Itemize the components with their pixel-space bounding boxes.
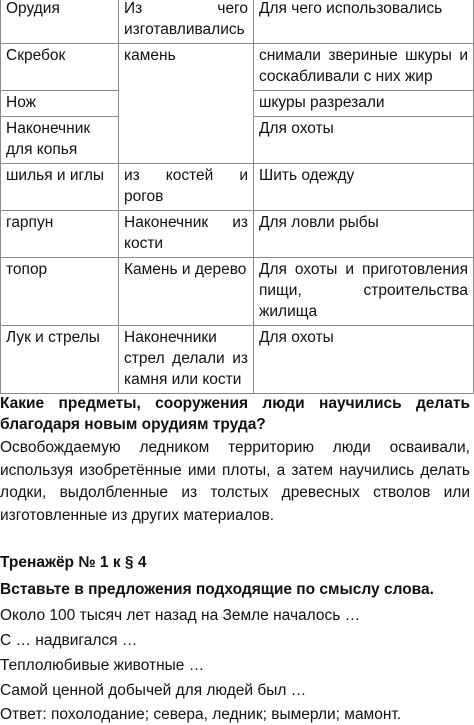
cell-material: из костей и рогов: [119, 164, 254, 211]
question-answer: Освобождаемую ледником территорию люди осваивали, используя изобретённые ими плоты, а затем научились делать лодки, выдолбленные из толстых древесных стволов или изготовленные из других материалов.: [0, 439, 470, 524]
cell-tool: гарпун: [1, 211, 119, 258]
sentence-line: Самой ценной добычей для людей был …: [0, 682, 307, 699]
trainer-title: Тренажёр № 1 к § 4: [0, 554, 147, 571]
trainer-answer: Ответ: похолодание; севера, ледник; вымерли; мамонт.: [0, 706, 402, 723]
question-title: Какие предметы, сооружения люди научились делать благодаря новым орудиям труда?: [0, 395, 470, 433]
cell-use: шкуры разрезали: [254, 91, 474, 117]
table-header-row: [1, 0, 474, 44]
trainer-task: Вставьте в предложения подходящие по смыслу слова.: [0, 581, 434, 598]
table-row: [1, 44, 474, 91]
table-row: [1, 258, 474, 326]
cell-material: камень: [119, 44, 254, 164]
cell-tool: Лук и стрелы: [1, 326, 119, 394]
cell-tool: Скребок: [1, 44, 119, 91]
cell-use: Шить одежду: [254, 164, 474, 211]
sentence-line: Около 100 тысяч лет назад на Земле началось …: [0, 607, 361, 624]
table-row: [1, 326, 474, 394]
cell-use: Для охоты и приготовления пищи, строительства жилища: [254, 258, 474, 326]
cell-tool: топор: [1, 258, 119, 326]
header-tools: Орудия: [1, 0, 119, 44]
cell-use: Для ловли рыбы: [254, 211, 474, 258]
cell-material: Камень и дерево: [119, 258, 254, 326]
cell-tool: Наконечник для копья: [1, 117, 119, 164]
cell-material: Наконечник из кости: [119, 211, 254, 258]
cell-use: Для охоты: [254, 326, 474, 394]
header-use: Для чего использовались: [254, 0, 474, 44]
header-material: Из чего изготавливались: [119, 0, 254, 44]
table-row: [1, 164, 474, 211]
cell-tool: шилья и иглы: [1, 164, 119, 211]
sentence-line: С … надвигался …: [0, 632, 138, 649]
cell-use: Для охоты: [254, 117, 474, 164]
sentence-line: Теплолюбивые животные …: [0, 657, 205, 674]
cell-tool: Нож: [1, 91, 119, 117]
cell-material: Наконечники стрел делали из камня или кости: [119, 326, 254, 394]
cell-use: снимали звериные шкуры и соскабливали с них жир: [254, 44, 474, 91]
table-row: [1, 211, 474, 258]
